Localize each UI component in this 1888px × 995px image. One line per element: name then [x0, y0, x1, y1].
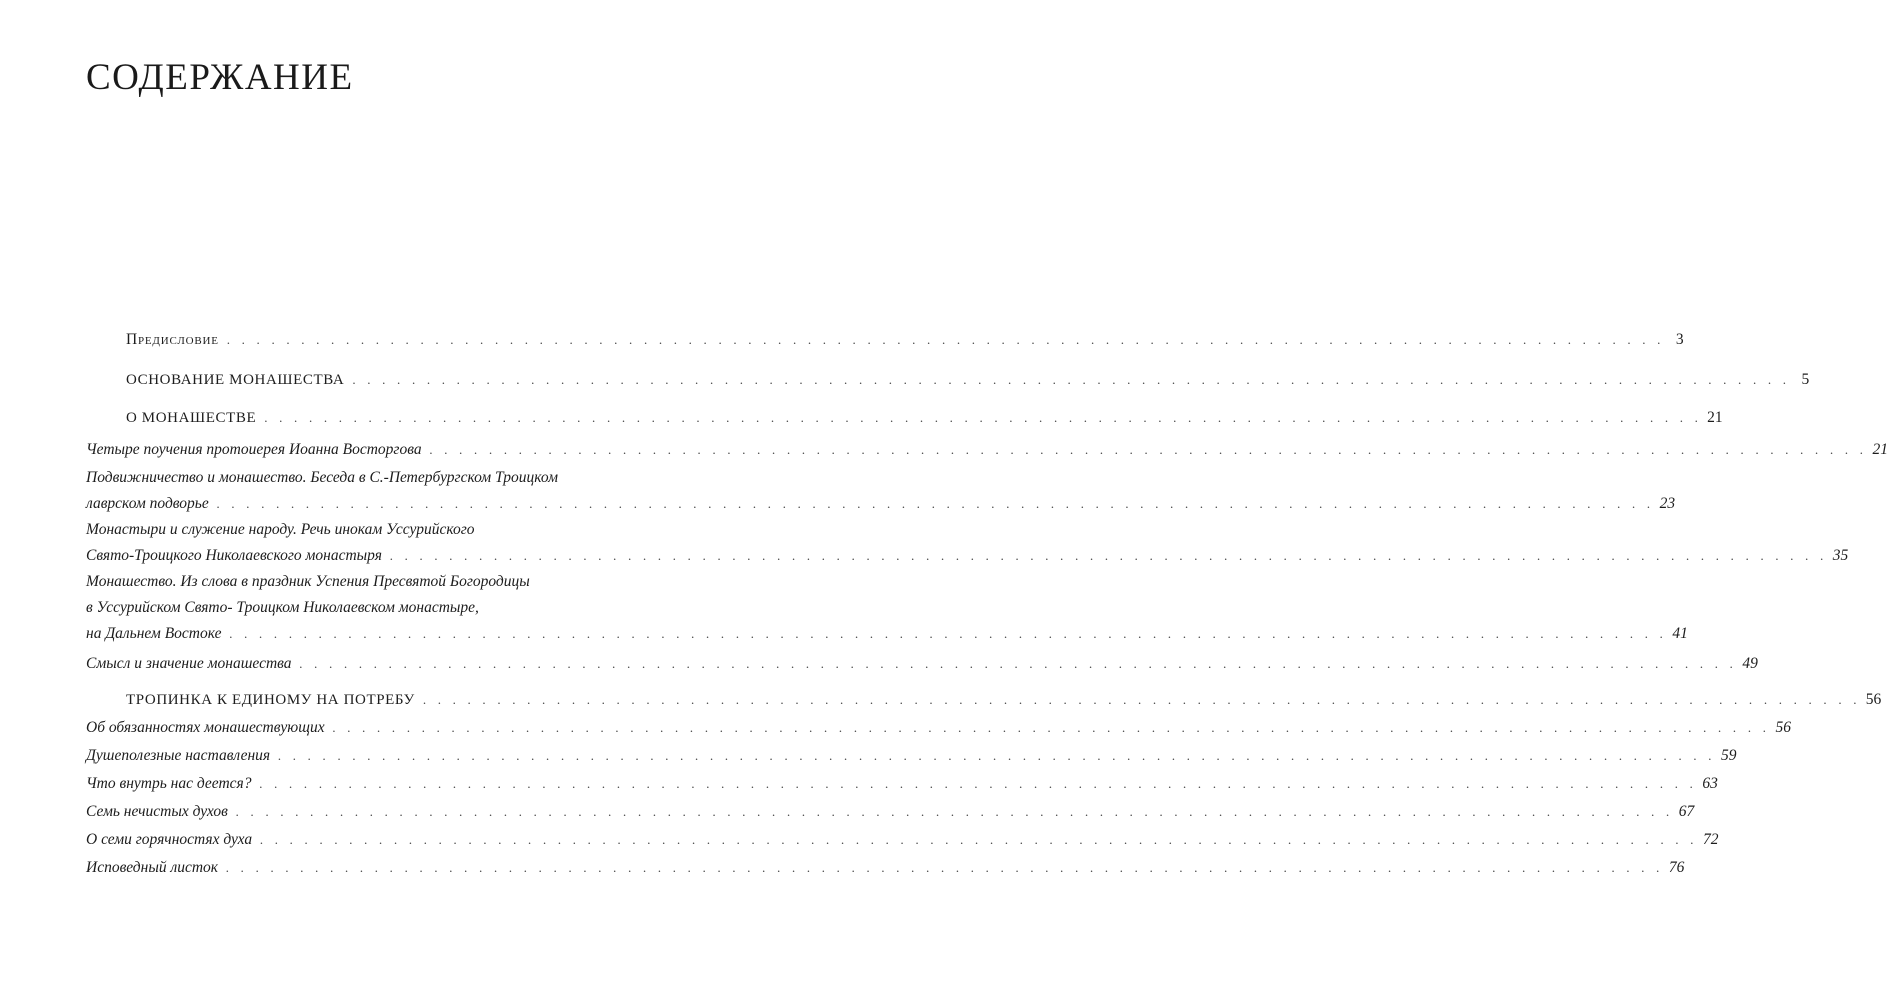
dot-leader	[217, 494, 1655, 514]
toc-entry-title: Душеполезные наставления	[86, 747, 271, 764]
toc-entry-meaning[interactable]	[86, 654, 1758, 674]
dot-leader	[227, 330, 1665, 350]
dot-leader	[236, 802, 1674, 822]
toc-entry-title-line: Монашество. Из слова в праздник Успения Пресвятой Богородицы	[86, 573, 530, 590]
toc-entry-title-line: лаврском подворье	[86, 495, 209, 512]
toc-entry-title: Предисловие	[126, 331, 219, 348]
toc-entry-title-line: Подвижничество и монашество. Беседа в С.-Петербургском Троицком	[86, 469, 558, 486]
toc-page-number: 21	[1872, 441, 1888, 458]
toc-entry-title: Четыре поучения протоиерея Иоанна Восторгова	[86, 441, 422, 458]
toc-entry-duties[interactable]	[86, 718, 1791, 738]
toc-page-number: 59	[1720, 747, 1737, 764]
toc-entry-seven-spirits[interactable]	[86, 802, 1695, 822]
toc-page-number: 72	[1702, 831, 1719, 848]
toc-page-number: 5	[1801, 371, 1810, 388]
dot-leader	[333, 718, 1771, 738]
toc-entry-title-line: Свято-Троицкого Николаевского монастыря	[86, 547, 382, 564]
dot-leader	[264, 408, 1702, 428]
toc-page-number: 67	[1678, 803, 1695, 820]
toc-entry-part-path[interactable]	[86, 690, 1882, 710]
toc-page-number: 49	[1742, 655, 1758, 672]
toc-entry-monasteries-service[interactable]	[86, 520, 1849, 566]
toc-entry-title-line: в Уссурийском Свято- Троицком Николаевском монастыре,	[86, 599, 479, 616]
toc-part-title: ТРОПИНКА К ЕДИНОМУ НА ПОТРЕБУ	[126, 692, 415, 708]
toc-entry-dormition-sermon[interactable]	[86, 572, 1688, 644]
dot-leader	[260, 830, 1698, 850]
toc-page-number: 76	[1668, 859, 1685, 876]
toc-entry-title: Что внутрь нас деется?	[86, 775, 252, 792]
dot-leader	[352, 370, 1790, 390]
dot-leader	[226, 858, 1664, 878]
toc-part-title: О МОНАШЕСТВЕ	[126, 410, 257, 426]
toc-entry-preface[interactable]	[86, 330, 1684, 350]
dot-leader	[229, 624, 1667, 644]
toc-entry-title: Смысл и значение монашества	[86, 655, 292, 672]
toc-entry-title-line: Монастыри и служение народу. Речь инокам Уссурийского	[86, 521, 475, 538]
dot-leader	[278, 746, 1716, 766]
toc-entry-confession-sheet[interactable]	[86, 858, 1685, 878]
toc-page-number: 3	[1675, 331, 1684, 348]
dot-leader	[430, 440, 1868, 460]
toc-entry-title: О семи горячностях духа	[86, 831, 253, 848]
toc-entry-title: Об обязанностях монашествующих	[86, 719, 325, 736]
toc-entry-within-us[interactable]	[86, 774, 1718, 794]
dot-leader	[390, 546, 1828, 566]
toc-entry-title: Семь нечистых духов	[86, 803, 228, 820]
toc-part-title: ОСНОВАНИЕ МОНАШЕСТВА	[126, 372, 345, 388]
toc-page-number: 63	[1702, 775, 1718, 792]
dot-leader	[300, 654, 1738, 674]
toc-page-number: 35	[1832, 547, 1849, 564]
toc-entry-asceticism[interactable]	[86, 468, 1676, 514]
toc-entry-four-teachings[interactable]	[86, 440, 1888, 460]
dot-leader	[259, 774, 1697, 794]
toc-page-number: 41	[1672, 625, 1688, 642]
page-title: СОДЕРЖАНИЕ	[86, 57, 354, 98]
toc-entry-seven-fervors[interactable]	[86, 830, 1719, 850]
toc-entry-part-monasticism[interactable]	[86, 408, 1723, 428]
toc-page-number: 21	[1707, 409, 1723, 426]
toc-page-number: 23	[1659, 495, 1676, 512]
toc-entry-instructions[interactable]	[86, 746, 1737, 766]
toc-entry-part-founding[interactable]	[86, 370, 1810, 390]
toc-entry-title: Исповедный листок	[86, 859, 219, 876]
toc-entry-title-line: на Дальнем Востоке	[86, 625, 222, 642]
toc-page-number: 56	[1775, 719, 1791, 736]
dot-leader	[423, 690, 1861, 710]
toc-page-number: 56	[1865, 691, 1882, 708]
